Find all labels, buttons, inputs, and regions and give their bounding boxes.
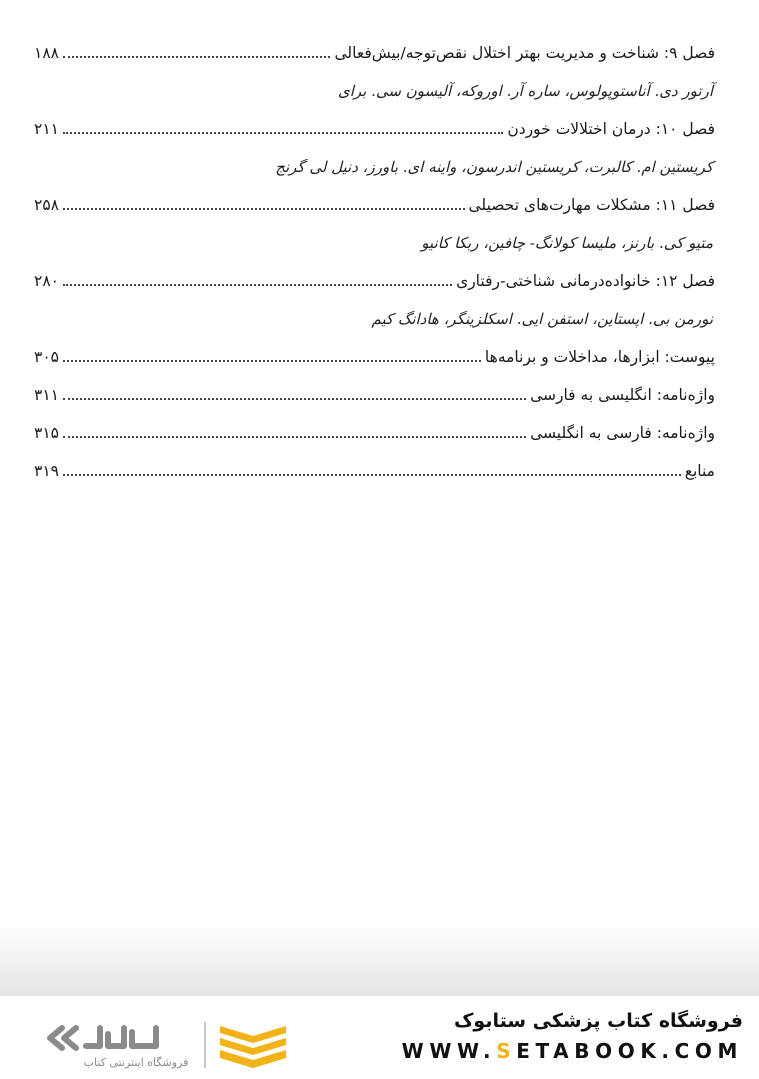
toc-entry [34,376,715,414]
toc-entry [34,186,715,224]
table-of-contents [34,34,715,490]
footer-text [402,1010,743,1063]
toc-title: واژه‌نامه: فارسی به انگلیسی [530,424,715,442]
dot-leader [63,436,526,438]
book-chevron-icon [220,1026,286,1068]
site-url [402,1039,743,1063]
url-accent-letter: S [496,1039,517,1063]
footer-banner [0,996,759,1079]
toc-page-number: ۲۱۱ [34,120,59,138]
toc-title: منابع [684,462,715,480]
toc-page-number: ۳۱۱ [34,386,59,404]
url-suffix: ETABOOK.COM [516,1039,743,1063]
dot-leader [63,208,465,210]
toc-title: فصل ۹: شناخت و مدیریت بهتر اختلال نقص‌توجه/بیش‌فعالی [334,44,715,62]
toc-authors: متیو کی. بارنز، ملیسا کولانگ- چافین، ربکا کانیو [421,234,713,252]
toc-title: فصل ۱۲: خانواده‌درمانی شناختی-رفتاری [456,272,715,290]
toc-page-number: ۱۸۸ [34,44,59,62]
toc-page-number: ۲۸۰ [34,272,59,290]
toc-entry [34,452,715,490]
dot-leader [63,474,681,476]
dot-leader [63,132,503,134]
toc-authors: نورمن بی. اپستاین، استفن ایی. اسکلزینگر، هادانگ کیم [371,310,713,328]
toc-page-number: ۳۰۵ [34,348,59,366]
url-prefix: WWW. [401,1039,497,1063]
footer-shadow [0,925,759,997]
toc-authors: آرتور دی. آناستوپولوس، ساره آر. اوروکه، آلیسون سی. برای [337,82,713,100]
toc-entry [34,262,715,300]
toc-entry [34,110,715,148]
dot-leader [63,284,452,286]
toc-page-number: ۲۵۸ [34,196,59,214]
toc-title: فصل ۱۰: درمان اختلالات خوردن [507,120,715,138]
toc-authors: کریستین ام. کالبرت، کریستین اندرسون، واینه ای. باورز، دنیل لی گرنج [275,158,713,176]
logo-wordmark [50,1028,156,1048]
toc-title: پیوست: ابزارها، مداخلات و برنامه‌ها [484,348,715,366]
setabook-logo [36,1018,286,1073]
toc-page-number: ۳۱۹ [34,462,59,480]
store-name: فروشگاه کتاب پزشکی ستابوک [453,1010,743,1032]
dot-leader [63,56,331,58]
toc-title: واژه‌نامه: انگلیسی به فارسی [530,386,715,404]
logo-tagline: فروشگاه اینترنتی کتاب [83,1056,189,1069]
toc-entry [34,338,715,376]
dot-leader [63,360,481,362]
dot-leader [63,398,526,400]
toc-page-number: ۳۱۵ [34,424,59,442]
toc-title: فصل ۱۱: مشکلات مهارت‌های تحصیلی [468,196,715,214]
toc-entry [34,414,715,452]
toc-entry [34,34,715,72]
